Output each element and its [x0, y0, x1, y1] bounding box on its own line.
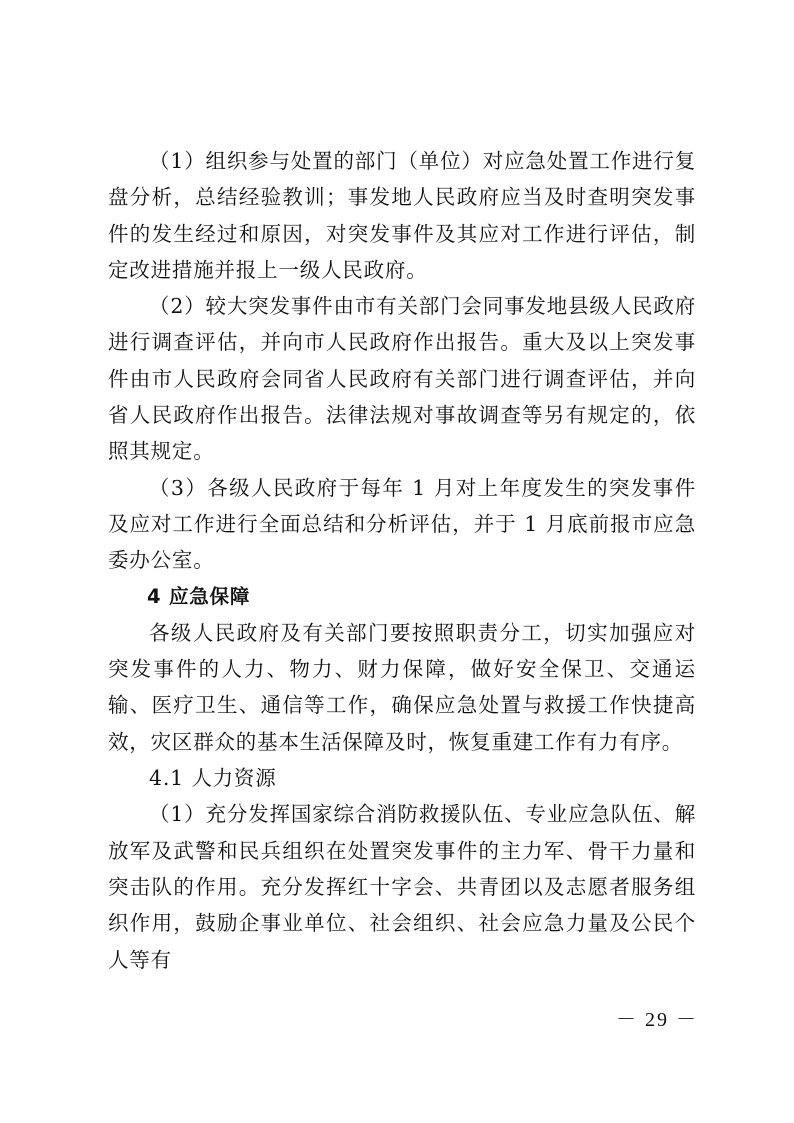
page-number: － 29 －	[616, 1009, 698, 1031]
section-heading-emergency-support: 4 应急保障	[147, 584, 251, 608]
paragraph-investigation-assessment: （2）较大突发事件由市有关部门会同事发地县级人民政府进行调查评估，并向市人民政府作出报告。重大及以上突发事件由市人民政府会同省人民政府有关部门进行调查评估，并向省人民政府作出报告。法律法规对事故调查等另有规定的，依照其规定。	[108, 294, 696, 464]
paragraph-review-analysis: （1）组织参与处置的部门（单位）对应急处置工作进行复盘分析，总结经验教训；事发地人民政府应当及时查明突发事件的发生经过和原因，对突发事件及其应对工作进行评估，制定改进措施并报上一级人民政府。	[108, 149, 696, 282]
document-body	[108, 143, 696, 978]
paragraph-annual-summary: （3）各级人民政府于每年 1 月对上年度发生的突发事件及应对工作进行全面总结和分析评估，并于 1 月底前报市应急委办公室。	[108, 475, 696, 573]
paragraph-emergency-support: 各级人民政府及有关部门要按照职责分工，切实加强应对突发事件的人力、物力、财力保障，做好安全保卫、交通运输、医疗卫生、通信等工作，确保应急处置与救援工作快捷高效，灾区群众的基本生活保障及时，恢复重建工作有力有序。	[108, 620, 696, 754]
subsection-heading-human-resources: 4.1 人力资源	[149, 766, 277, 791]
paragraph-human-resources: （1）充分发挥国家综合消防救援队伍、专业应急队伍、解放军及武警和民兵组织在处置突发事件的主力军、骨干力量和突击队的作用。充分发挥红十字会、共青团以及志愿者服务组织作用，鼓励企事业单位、社会组织、社会应急力量及公民个人等有	[108, 802, 696, 972]
